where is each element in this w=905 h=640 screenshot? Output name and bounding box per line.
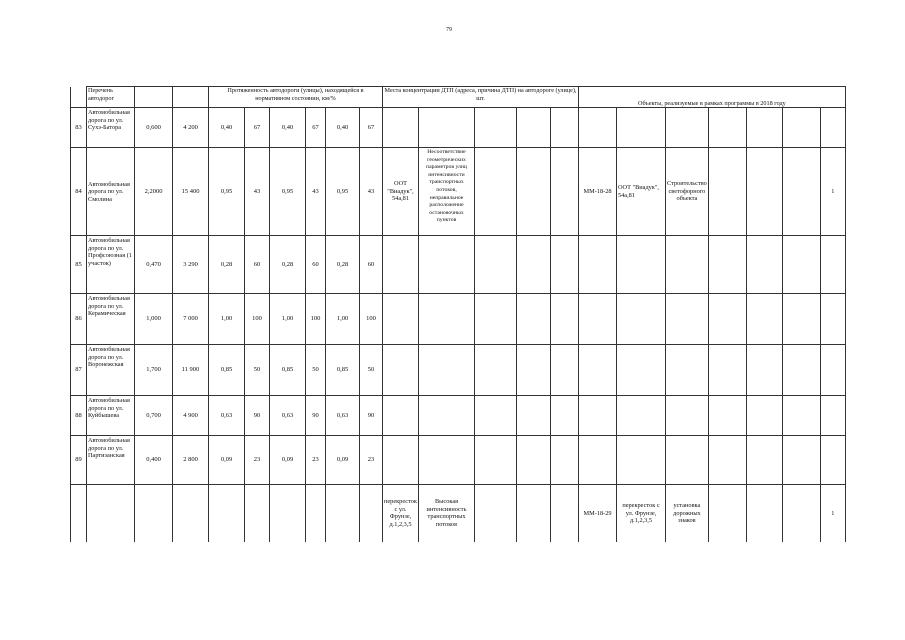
row-number: 83 [71,108,87,148]
norm-percent-3: 43 [360,148,383,236]
object-code [579,345,617,396]
row-number: 84 [71,148,87,236]
object-location: ООТ "Виадук", 54а,81 [617,148,666,236]
object-count: 1 [820,485,845,542]
roads-table [70,86,846,542]
norm-percent-1: 50 [245,345,270,396]
norm-length-3: 0,63 [326,396,360,436]
road-name [87,485,135,542]
norm-percent-1: 60 [245,236,270,294]
road-length [135,485,173,542]
norm-length-2 [270,485,306,542]
object-location: перекресток с ул. Фрунзе, д.1,2,3,5 [617,485,666,542]
road-area: 7 000 [173,294,209,345]
object-location [617,108,666,148]
object-code [579,294,617,345]
norm-length-2: 0,28 [270,236,306,294]
norm-length-3: 0,09 [326,436,360,485]
table-row [71,236,846,294]
norm-length-2: 0,63 [270,396,306,436]
object-count [820,236,845,294]
row-number: 85 [71,236,87,294]
norm-percent-2: 43 [306,148,326,236]
norm-length-1: 0,09 [209,436,245,485]
object-count [820,294,845,345]
road-area: 2 800 [173,436,209,485]
object-work: установка дорожных знаков [666,485,709,542]
object-location [617,436,666,485]
road-length: 0,600 [135,108,173,148]
norm-length-1: 0,28 [209,236,245,294]
norm-percent-3: 100 [360,294,383,345]
norm-length-3: 0,28 [326,236,360,294]
object-count: 1 [820,148,845,236]
object-location [617,396,666,436]
accident-location [383,345,419,396]
road-name: Автомобильная дорога по ул. Сухэ-Батора [87,108,135,148]
norm-percent-3: 60 [360,236,383,294]
norm-percent-2: 60 [306,236,326,294]
norm-length-3 [326,485,360,542]
header-row [71,87,846,108]
table-row [71,396,846,436]
road-length: 0,400 [135,436,173,485]
road-area: 3 290 [173,236,209,294]
norm-length-3: 0,95 [326,148,360,236]
norm-percent-3: 50 [360,345,383,396]
header-length-label: Протяженность автодороги (улицы), находящейся в нормативном состоянии, км/% [209,87,383,108]
accident-reason [419,396,475,436]
object-count [820,436,845,485]
road-area: 15 400 [173,148,209,236]
object-work [666,294,709,345]
table-row [71,294,846,345]
road-length: 0,470 [135,236,173,294]
norm-percent-1: 100 [245,294,270,345]
object-count [820,345,845,396]
page-number: 79 [446,27,452,33]
row-number [71,485,87,542]
norm-percent-3: 23 [360,436,383,485]
norm-percent-1 [245,485,270,542]
object-work [666,436,709,485]
road-length: 1,700 [135,345,173,396]
norm-percent-2: 90 [306,396,326,436]
norm-percent-3: 67 [360,108,383,148]
norm-length-3: 1,00 [326,294,360,345]
object-location [617,294,666,345]
road-name: Автомобильная дорога по ул. Воронежская [87,345,135,396]
row-number: 87 [71,345,87,396]
object-location [617,345,666,396]
road-length: 0,700 [135,396,173,436]
norm-percent-1: 43 [245,148,270,236]
norm-length-1: 1,00 [209,294,245,345]
table-row [71,148,846,236]
table-row [71,345,846,396]
header-accidents-label: Места концентрации ДТП (адреса, причина ДТП) на автодороге (улице), шт. [383,87,579,108]
accident-location [383,294,419,345]
object-work [666,396,709,436]
header-list-label: Перечень автодорог [87,87,135,108]
norm-percent-2: 67 [306,108,326,148]
object-code [579,396,617,436]
header-objects-label: Объекты, реализуемые в рамках программы в 2018 году [579,87,846,108]
object-work [666,108,709,148]
norm-percent-1: 90 [245,396,270,436]
road-length: 1,000 [135,294,173,345]
accident-location [383,436,419,485]
object-count [820,108,845,148]
accident-reason: Несоответствие геометрических параметров улиц интенсивности транспортных потоков, неправильное расположение остановочных пунктов [419,148,475,236]
norm-length-1: 0,95 [209,148,245,236]
row-number: 88 [71,396,87,436]
norm-percent-3: 90 [360,396,383,436]
norm-length-2: 0,09 [270,436,306,485]
accident-location: ООТ "Виадук", 54а,81 [383,148,419,236]
accident-reason [419,436,475,485]
road-area: 4 900 [173,396,209,436]
norm-length-3: 0,85 [326,345,360,396]
accident-location [383,236,419,294]
road-name: Автомобильная дорога по ул. Профсоюзная (1 участок) [87,236,135,294]
road-area: 11 900 [173,345,209,396]
accident-reason [419,236,475,294]
accident-reason [419,345,475,396]
norm-length-2: 0,85 [270,345,306,396]
object-work [666,345,709,396]
object-code: ММ-18-29 [579,485,617,542]
object-work [666,236,709,294]
norm-length-1 [209,485,245,542]
accident-location: перекресток с ул. Фрунзе, д.1,2,3,5 [383,485,419,542]
norm-percent-1: 67 [245,108,270,148]
norm-length-2: 1,00 [270,294,306,345]
object-code [579,236,617,294]
row-number: 86 [71,294,87,345]
object-code [579,436,617,485]
accident-reason [419,108,475,148]
road-name: Автомобильная дорога по ул. Партизанская [87,436,135,485]
accident-reason [419,294,475,345]
road-area [173,485,209,542]
object-work: Строительство светофорного объекта [666,148,709,236]
norm-percent-2: 50 [306,345,326,396]
norm-length-1: 0,85 [209,345,245,396]
norm-percent-3 [360,485,383,542]
object-code [579,108,617,148]
norm-percent-2 [306,485,326,542]
row-number: 89 [71,436,87,485]
road-length: 2,2000 [135,148,173,236]
road-area: 4 200 [173,108,209,148]
table-row [71,108,846,148]
norm-percent-2: 23 [306,436,326,485]
accident-location [383,396,419,436]
norm-percent-1: 23 [245,436,270,485]
road-name: Автомобильная дорога по ул. Смолина [87,148,135,236]
accident-location [383,108,419,148]
norm-length-2: 0,95 [270,148,306,236]
norm-length-2: 0,40 [270,108,306,148]
norm-length-3: 0,40 [326,108,360,148]
norm-percent-2: 100 [306,294,326,345]
accident-reason: Высокая интенсивность транспортных потоков [419,485,475,542]
table-row [71,436,846,485]
norm-length-1: 0,63 [209,396,245,436]
road-name: Автомобильная дорога по ул. Куйбышева [87,396,135,436]
object-code: ММ-18-28 [579,148,617,236]
object-location [617,236,666,294]
road-name: Автомобильная дорога по ул. Керамическая [87,294,135,345]
table-row [71,485,846,542]
object-count [820,396,845,436]
norm-length-1: 0,40 [209,108,245,148]
